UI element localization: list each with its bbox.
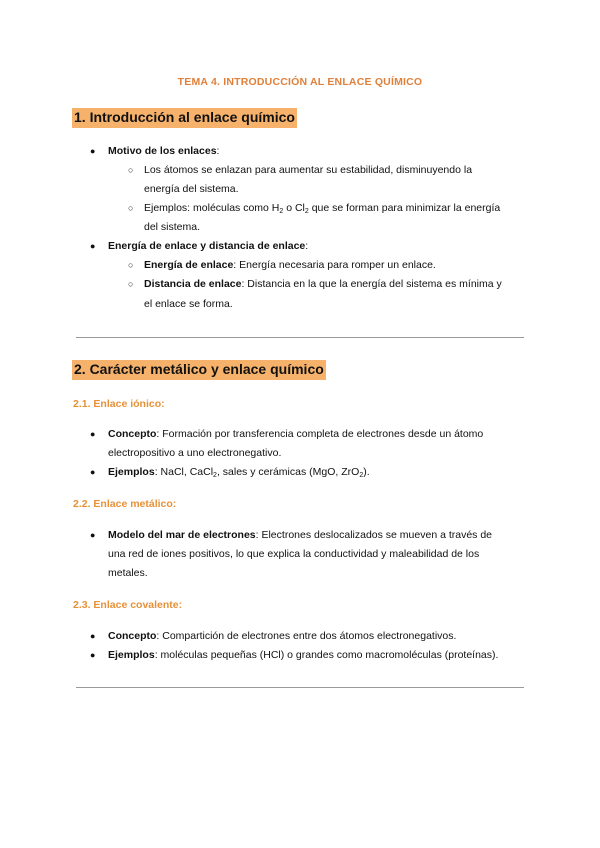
motivo-colon: : <box>216 145 220 157</box>
sub-bullet-icon: ○ <box>128 279 134 289</box>
covalente-concepto-text: : Compartición de electrones entre dos átomos electronegativos. <box>156 630 457 642</box>
motivo-sub2-line2: del sistema. <box>144 221 201 233</box>
bullet-icon: ● <box>90 146 96 156</box>
subscript: 2 <box>213 472 217 479</box>
section-1-heading: 1. Introducción al enlace químico <box>72 108 297 128</box>
motivo-sub2-prefix: Ejemplos: moléculas como H <box>144 202 280 214</box>
covalente-concepto-label: Concepto <box>108 630 157 642</box>
energia-sub2-line1 <box>144 278 502 291</box>
energia-sub2-label: Distancia de enlace <box>144 278 242 290</box>
energia-colon: : <box>305 240 309 252</box>
bullet-icon: ● <box>90 530 96 540</box>
motivo-item <box>108 145 219 158</box>
ionico-ejemplos-p3: ). <box>363 466 370 478</box>
ionico-ejemplos-p1: : NaCl, CaCl <box>154 466 214 478</box>
covalente-heading: 2.3. Enlace covalente: <box>73 599 183 611</box>
energia-item <box>108 240 308 253</box>
energia-sub1-text: : Energía necesaria para romper un enlace. <box>233 259 436 271</box>
metalico-modelo-line3: metales. <box>108 567 148 579</box>
subscript: 2 <box>304 208 309 215</box>
ionico-concepto-line1 <box>108 428 483 441</box>
covalente-concepto <box>108 630 456 643</box>
bullet-icon: ● <box>90 650 96 660</box>
subscript: 2 <box>279 208 284 215</box>
section-2-heading: 2. Carácter metálico y enlace químico <box>72 360 326 380</box>
bullet-icon: ● <box>90 241 96 251</box>
ionico-concepto-label: Concepto <box>108 428 157 440</box>
ionico-ejemplos-label: Ejemplos <box>108 466 155 478</box>
metalico-modelo-label: Modelo del mar de electrones <box>108 529 256 541</box>
document-title: TEMA 4. INTRODUCCIÓN AL ENLACE QUÍMICO <box>177 76 423 88</box>
section-divider <box>76 687 524 688</box>
subscript: 2 <box>359 472 364 479</box>
metalico-modelo-text: : Electrones deslocalizados se mueven a través de <box>255 529 493 541</box>
ionico-ejemplos <box>108 466 370 479</box>
covalente-ejemplos <box>108 649 498 662</box>
energia-sub1-label: Energía de enlace <box>144 259 234 271</box>
motivo-label: Motivo de los enlaces <box>108 145 217 157</box>
covalente-ejemplos-label: Ejemplos <box>108 649 155 661</box>
energia-sub2-text: : Distancia en la que la energía del sistema es mínima y <box>241 278 502 290</box>
bullet-icon: ● <box>90 631 96 641</box>
section-divider <box>76 337 524 338</box>
energia-sub1 <box>144 259 436 272</box>
motivo-sub1-line2: energía del sistema. <box>144 183 239 195</box>
motivo-sub1-line1: Los átomos se enlazan para aumentar su estabilidad, disminuyendo la <box>144 164 473 176</box>
ionico-concepto-line2: electropositivo a uno electronegativo. <box>108 447 282 459</box>
sub-bullet-icon: ○ <box>128 203 134 213</box>
metalico-modelo-line2: una red de iones positivos, lo que explica la conductividad y maleabilidad de los <box>108 548 480 560</box>
motivo-sub2-mid: o Cl <box>283 202 305 214</box>
energia-sub2-line2: el enlace se forma. <box>144 298 233 310</box>
motivo-sub2-suffix: que se forman para minimizar la energía <box>308 202 501 214</box>
bullet-icon: ● <box>90 429 96 439</box>
metalico-modelo-line1 <box>108 529 492 542</box>
covalente-ejemplos-text: : moléculas pequeñas (HCl) o grandes como macromoléculas (proteínas). <box>154 649 499 661</box>
sub-bullet-icon: ○ <box>128 165 134 175</box>
sub-bullet-icon: ○ <box>128 260 134 270</box>
energia-label: Energía de enlace y distancia de enlace <box>108 240 306 252</box>
ionico-heading: 2.1. Enlace iónico: <box>73 398 165 410</box>
ionico-concepto-text: : Formación por transferencia completa de electrones desde un átomo <box>156 428 484 440</box>
bullet-icon: ● <box>90 467 96 477</box>
motivo-sub2-line1 <box>144 202 500 215</box>
ionico-ejemplos-p2: , sales y cerámicas (MgO, ZrO <box>216 466 360 478</box>
metalico-heading: 2.2. Enlace metálico: <box>73 498 177 510</box>
